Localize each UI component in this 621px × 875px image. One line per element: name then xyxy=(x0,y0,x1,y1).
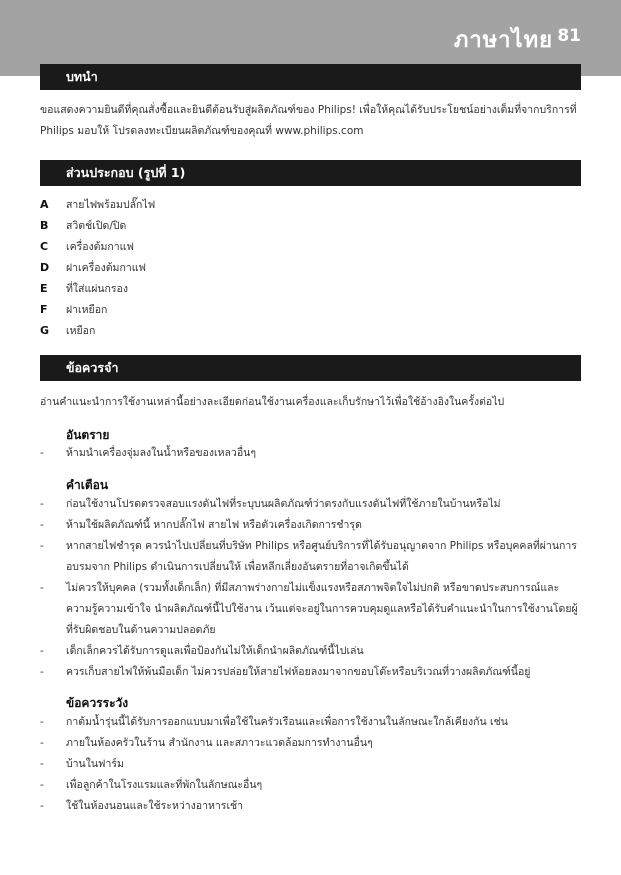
bullet-dash: - xyxy=(40,758,44,770)
part-item xyxy=(40,257,581,278)
list-item xyxy=(40,796,581,817)
bullet-dash: - xyxy=(40,540,44,552)
list-item-text: บ้านในฟาร์ม xyxy=(66,758,124,770)
list-item xyxy=(40,754,581,775)
warning-heading: คำเตือน xyxy=(66,478,109,492)
part-item xyxy=(40,278,581,299)
list-item-text: ใช้ในห้องนอนและใช้ระหว่างอาหารเช้า xyxy=(66,800,244,812)
list-item-text: เด็กเล็กควรได้รับการดูแลเพื่อป้องกันไม่ให้เด็กนำผลิตภัณฑ์นี้ไปเล่น xyxy=(66,645,364,657)
list-item-text: เพื่อลูกค้าในโรงแรมและที่พักในลักษณะอื่นๆ xyxy=(66,779,263,791)
language-title: ภาษาไทย xyxy=(453,28,553,53)
list-item xyxy=(40,536,581,578)
list-item-text: ไม่ควรให้บุคคล (รวมทั้งเด็กเล็ก) ที่มีสภาพร่างกายไม่แข็งแรงหรือสภาพจิตใจไม่ปกติ หรือขาดประสบการณ์และความรู้ความเข้าใจ นำผลิตภัณฑ์นี้ไปใช้งาน เว้นแต่จะอยู่ในการควบคุมดูแลหรือได้รับคำแนะนำในการใช้งานโดยผู้ที่รับผิดชอบในด้านความปลอดภัย xyxy=(66,582,578,636)
list-item xyxy=(40,515,581,536)
bullet-dash: - xyxy=(40,716,44,728)
part-letter: C xyxy=(40,240,49,253)
bullet-dash: - xyxy=(40,498,44,510)
warning-list xyxy=(40,494,581,683)
list-item-text: ห้ามนำเครื่องจุ่มลงในน้ำหรือของเหลวอื่นๆ xyxy=(66,447,256,459)
part-label: สายไฟพร้อมปลั๊กไฟ xyxy=(66,199,156,211)
bullet-dash: - xyxy=(40,666,44,678)
part-label: เหยือก xyxy=(66,325,96,337)
bullet-dash: - xyxy=(40,447,44,459)
list-item xyxy=(40,662,581,683)
bullet-dash: - xyxy=(40,800,44,812)
part-letter: B xyxy=(40,219,49,232)
list-item xyxy=(40,443,581,464)
intro-paragraph: ขอแสดงความยินดีที่คุณสั่งซื้อและยินดีต้อนรับสู่ผลิตภัณฑ์ของ Philips! เพื่อให้คุณได้รับประโยชน์อย่างเต็มที่จากบริการที่ Philips มอบให้ โปรดลงทะเบียนผลิตภัณฑ์ของคุณที่ www.philips.com xyxy=(40,104,577,137)
list-item-text: ห้ามใช้ผลิตภัณฑ์นี้ หากปลั๊กไฟ สายไฟ หรือตัวเครื่องเกิดการชำรุด xyxy=(66,519,362,531)
danger-list xyxy=(40,443,581,464)
list-item-text: ก่อนใช้งานโปรดตรวจสอบแรงดันไฟที่ระบุบนผลิตภัณฑ์ว่าตรงกับแรงดันไฟที่ใช้ภายในบ้านหรือไม่ xyxy=(66,498,501,510)
section-header-important: ข้อควรจำ xyxy=(40,355,581,381)
danger-heading: อันตราย xyxy=(66,428,110,442)
part-letter: F xyxy=(40,303,48,316)
part-item xyxy=(40,299,581,320)
list-item xyxy=(40,712,581,733)
part-item xyxy=(40,194,581,215)
part-letter: D xyxy=(40,261,50,274)
list-item xyxy=(40,733,581,754)
list-item-text: หากสายไฟชำรุด ควรนำไปเปลี่ยนที่บริษัท Philips หรือศูนย์บริการที่ได้รับอนุญาตจาก Philips หรือบุคคลที่ผ่านการอบรมจาก Philips ดำเนินการเปลี่ยนให้ เพื่อหลีกเลี่ยงอันตรายที่อาจเกิดขึ้นได้ xyxy=(66,540,577,573)
part-label: สวิตช์เปิด/ปิด xyxy=(66,220,127,232)
caution-list xyxy=(40,712,581,817)
list-item-text: ควรเก็บสายไฟให้พ้นมือเด็ก ไม่ควรปล่อยให้สายไฟห้อยลงมาจากขอบโต๊ะหรือบริเวณที่วางผลิตภัณฑ์นี้อยู่ xyxy=(66,666,531,678)
part-label: ฝาเหยือก xyxy=(66,304,108,316)
part-letter: G xyxy=(40,324,50,337)
part-item xyxy=(40,320,581,341)
list-item xyxy=(40,775,581,796)
bullet-dash: - xyxy=(40,737,44,749)
list-item xyxy=(40,578,581,641)
bullet-dash: - xyxy=(40,582,44,594)
list-item xyxy=(40,641,581,662)
section-header-parts: ส่วนประกอบ (รูปที่ 1) xyxy=(40,160,581,186)
parts-list xyxy=(40,194,581,341)
part-label: ที่ใส่แผ่นกรอง xyxy=(66,283,128,295)
part-letter: E xyxy=(40,282,48,295)
bullet-dash: - xyxy=(40,779,44,791)
part-label: เครื่องต้มกาแฟ xyxy=(66,241,134,253)
part-item xyxy=(40,215,581,236)
list-item-text: ภายในห้องครัวในร้าน สำนักงาน และสภาวะแวดล้อมการทำงานอื่นๆ xyxy=(66,737,373,749)
bullet-dash: - xyxy=(40,645,44,657)
list-item-text: กาต้มน้ำรุ่นนี้ได้รับการออกแบบมาเพื่อใช้ในครัวเรือนและเพื่อการใช้งานในลักษณะใกล้เคียงกัน เช่น xyxy=(66,716,508,728)
list-item xyxy=(40,494,581,515)
part-letter: A xyxy=(40,198,49,211)
caution-heading: ข้อควรระวัง xyxy=(66,696,129,710)
important-intro: อ่านคำแนะนำการใช้งานเหล่านี้อย่างละเอียดก่อนใช้งานเครื่องและเก็บรักษาไว้เพื่อใช้อ้างอิงในครั้งต่อไป xyxy=(40,396,505,408)
section-header-intro: บทนำ xyxy=(40,64,581,90)
part-item xyxy=(40,236,581,257)
page-number: 81 xyxy=(557,26,581,46)
bullet-dash: - xyxy=(40,519,44,531)
part-label: ฝาเครื่องต้มกาแฟ xyxy=(66,262,146,274)
